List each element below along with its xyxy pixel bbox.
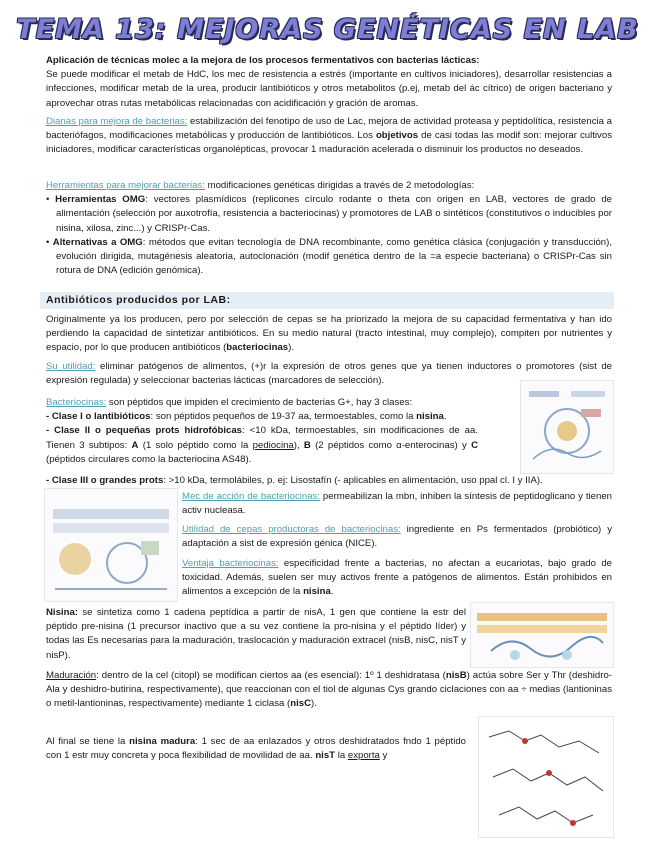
dianas-label: Dianas para mejora de bacterias: [46,116,188,127]
mec-label: Mec de acción de bacteriocinas: [182,491,321,502]
intro-text: Se puede modificar el metab de HdC, los mec de resistencia a estrés (importante en cultivos iniciadores), desarrollar resistencias a infecciones, modificar metab de la urea, producir lantibióticos y otros metabolitos (p.ej, metab del ác cítrico) de origen bacteriano y aprovechar otras rutas metabólicas relacionadas con acidificación y gración de aromas. [46,69,612,109]
bacteriocinas-section: Bacteriocinas: son péptidos que impiden el crecimiento de bacterias G+, hay 3 clases: - Clase I o lantibióticos: son péptidos pequeños de 19-37 aa, termoestables, como la nisina. - Clase II o pequeñas prots hidrofóbicas: <10 kDa, termoestables, sin modificaciones de aa. Tienen 3 subtipos: A (1 solo péptido como la pediocina), B (2 péptidos como α-enterocinas) y C (péptidos circulares como la bacteriocina AS48). [46,396,478,467]
nisin-structure-figure [478,716,614,838]
nisina-paragraph: Nisina: se sintetiza como 1 cadena peptídica a partir de nisA, 1 gen que contiene la estr del péptido pre-nisina (1 precursor inactivo que a su vez contiene la pro-nisina y el péptido líder) y todas las Es necesarias para la maduración, traslocación y maduración extracel (nisB, nisC, nisT y nisP). [46,607,466,661]
ventaja-paragraph: Ventaja bacteriocinas: especificidad frente a bacterias, no afectan a eucariotas, bajo grado de toxicidad. Además, suelen ser muy activos frente a patógenos de alimentos. Están prohibidos en alimentos a excepción de la nisina. [182,558,612,598]
util-cepas-label: Utilidad de cepas productoras de bacteriocinas: [182,524,401,535]
intro-section [46,54,612,111]
intro-heading: Aplicación de técnicas molec a la mejora de los procesos fermentativos con bacterias lácticas: [46,55,480,66]
utilidad-label: Su utilidad: [46,361,96,372]
final-paragraph: Al final se tiene la nisina madura: 1 sec de aa enlazados y otros deshidratados fndo 1 péptido con 1 estr muy concreta y poca flexibilidad de movilidad de aa. nisT la exporta y [46,736,466,762]
clase-3: - Clase III o grandes prots: >10 kDa, termolábiles, p. ej: Lisostafín (- aplicables en alimentación, uso ppal cl. I y IIA). [46,475,543,486]
mec-paragraph: Mec de acción de bacteriocinas: permeabilizan la mbn, inhiben la síntesis de peptidoglicano y tienen activ nucleasa. [182,491,612,517]
herramientas-label: Herramientas para mejorar bacterias: [46,180,205,191]
maduracion-label: Maduración [46,670,97,681]
util-cepas-paragraph: Utilidad de cepas productoras de bacteriocinas: ingrediente en Ps fermentados (probiótico) y adaptación a sist de expresión génica (NICE). [182,524,612,550]
bullet-omg: • Herramientas OMG: vectores plasmídicos (replicones círculo rodante o theta con origen en LAB, vectores de grado de alimentación (selección por auxotrofía, resistencia a bacteriocinas) y promotores de LAB o sintéticos (constitutivos o inducibles por nisina, xilosa, zinc...) y CRISPr-Cas. [46,194,612,234]
ventaja-label: Ventaja bacteriocinas: [182,558,279,569]
section-heading: Antibióticos producidos por LAB: [46,294,231,306]
clase-2: - Clase II o pequeñas prots hidrofóbicas: <10 kDa, termoestables, sin modificaciones de aa. Tienen 3 subtipos: A (1 solo péptido como la pediocina), B (2 péptidos como α-enterocinas) y C (péptidos circulares como la bacteriocina AS48). [46,425,479,465]
antibioticos-paragraph: Originalmente ya los producen, pero por selección de cepas se ha priorizado la mejora de su capacidad fermentativa y han ido perdiendo la capacidad de sintetizar antibióticos. En su medio natural (tracto intestinal, muy complejo), compiten por nutrientes y espacio, por lo que producen antibióticos (bacteriocinas). [46,314,612,354]
utilidad-paragraph: Su utilidad: eliminar patógenos de alimentos, (+)r la expresión de otros genes que ya tienen inductores o promotores (sist de expresión regulada) y seleccionar bacterias lácticas (marcadores de selección). [46,361,612,387]
bullet-alternativas: • Alternativas a OMG: métodos que evitan tecnología de DNA recombinante, como genética clásica (conjugación y transducción), evolución dirigida, mutagénesis aleatoria, autoclonación (modif genética dentro de la =a especie bacteriana) o CRISPr-Cas sin rotura de DNA (edición genómica). [46,236,612,277]
nisin-maturation-figure [470,602,614,668]
dianas-paragraph: Dianas para mejora de bacterias: estabilización del fenotipo de uso de Lac, mejora de actividad proteasa y peptidolítica, resistencia a bacteriófagos, modificaciones metabólicas y producción de lantibióticos. Los objetivos de casi todas las modif son: mejorar cultivos iniciadores, modificar características organolépticas, provocar 1 maduración acelerada o disminuir los productos no deseados. [46,116,612,156]
bacteriocin-mechanism-figure [520,380,614,474]
cell-membrane-figure [44,488,178,602]
maduracion-paragraph: Maduración: dentro de la cel (citopl) se modifican ciertos aa (es esencial): 1º 1 deshidratasa (nisB) actúa sobre Ser y Thr (deshidro-Ala y deshidro-butirina, respectivamente), que reaccionan con el tiol de algunas Cys grando ciclaciones con aa ÷ medias (lantioninas o metil-lantioninas, respectivamente) mediante 1 ciclasa (nisC). [46,670,612,710]
herramientas-section: Herramientas para mejorar bacterias: modificaciones genéticas dirigidas a través de 2 metodologías: • Herramientas OMG: vectores plasmídicos (replicones círculo rodante o theta con origen en LAB, vectores de grado de alimentación (selección por auxotrofía, resistencia a bacteriocinas) y promotores de LAB o sintéticos (constitutivos o inducibles por nisina, xilosa, zinc...) y CRISPr-Cas. • Alternativas a OMG: métodos que evitan tecnología de DNA recombinante, como genética clásica (conjugación y transducción), evolución dirigida, mutagénesis aleatoria, autoclonación (modif genética dentro de la =a especie bacteriana) o CRISPr-Cas sin rotura de DNA (edición genómica). [46,179,612,278]
section-band-antibioticos [40,292,614,309]
bacteriocinas-label: Bacteriocinas: [46,397,107,408]
page-title: TEMA 13: MEJORAS GENÉTICAS EN LAB [16,14,639,45]
clase-1: - Clase I o lantibióticos: son péptidos pequeños de 19-37 aa, termoestables, como la nisina. [46,411,447,423]
